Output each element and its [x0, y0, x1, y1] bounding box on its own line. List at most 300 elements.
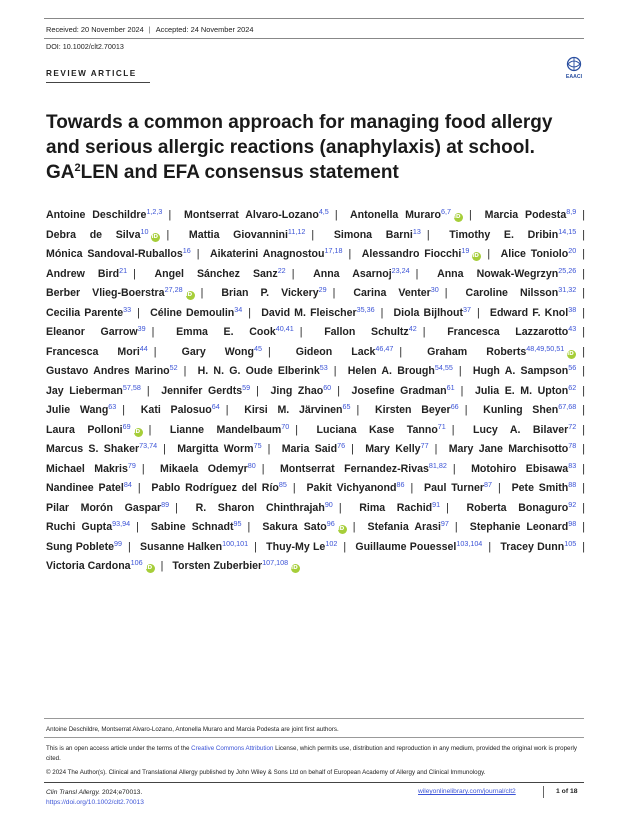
author-name[interactable]: Maria Said: [281, 443, 338, 455]
author-name[interactable]: Margitta Worm: [177, 443, 254, 455]
author-entry: [266, 538, 352, 553]
author-name[interactable]: Mónica Sandoval-Ruballos: [46, 248, 183, 260]
author-name[interactable]: Julia E. M. Upton: [474, 384, 569, 397]
author-name[interactable]: Paul Turner: [424, 482, 484, 494]
affiliation-numbers[interactable]: 13: [412, 226, 421, 236]
affiliation-numbers[interactable]: 16: [182, 246, 191, 255]
author-separator: |: [582, 267, 585, 280]
author-name[interactable]: Luciana Kase Tanno: [316, 423, 438, 436]
affiliation-numbers[interactable]: 17,18: [324, 246, 343, 255]
author-name[interactable]: Marcia Podesta: [484, 209, 567, 221]
affiliation-numbers[interactable]: 4,5: [318, 207, 329, 216]
author-separator: |: [295, 423, 299, 436]
author-name[interactable]: Sung Poblete: [46, 540, 114, 553]
author-separator: |: [458, 365, 462, 377]
author-separator: |: [334, 209, 338, 221]
affiliation-numbers[interactable]: 97: [440, 519, 449, 528]
author-name[interactable]: Fallon Schultz: [324, 326, 409, 338]
orcid-icon[interactable]: iD: [454, 213, 463, 222]
author-name[interactable]: Montserrat Fernandez-Rivas: [279, 462, 429, 475]
author-entry: [184, 209, 344, 221]
author-entry: [355, 538, 497, 553]
author-separator: |: [267, 345, 271, 358]
author-separator: |: [292, 482, 296, 494]
author-name[interactable]: Antonella Muraro: [350, 209, 442, 221]
author-name[interactable]: Guillaume Pouessel: [355, 540, 457, 553]
author-entry: [154, 265, 300, 280]
author-name[interactable]: Jing Zhao: [270, 384, 324, 397]
affiliation-numbers[interactable]: 88: [568, 480, 577, 489]
author-name[interactable]: Hugh A. Sampson: [472, 365, 569, 377]
author-separator: |: [582, 228, 585, 241]
author-name[interactable]: Pakit Vichyanond: [306, 482, 397, 494]
affiliation-numbers[interactable]: 46,47: [375, 343, 394, 353]
license-text-end: License, which permits use, distribution and reproduction in any medium, provided the original work is properly cited.: [46, 745, 578, 762]
affiliation-numbers[interactable]: 81,82: [428, 460, 447, 470]
author-separator: |: [476, 306, 480, 319]
author-separator: |: [582, 345, 585, 358]
affiliation-numbers[interactable]: 100,101: [222, 538, 249, 548]
page-number: 1 of 18: [556, 788, 578, 795]
author-separator: |: [153, 345, 157, 358]
affiliation-numbers[interactable]: 71: [437, 421, 446, 431]
affiliation-numbers[interactable]: 59: [242, 382, 251, 392]
author-name[interactable]: Gustavo Andres Marino: [46, 365, 170, 377]
author-separator: |: [582, 540, 585, 553]
author-separator: |: [261, 462, 265, 475]
author-entry: [46, 404, 131, 416]
affiliation-numbers[interactable]: 53: [319, 363, 328, 372]
author-separator: |: [469, 209, 472, 221]
affiliation-numbers[interactable]: 102: [325, 538, 338, 548]
affiliation-numbers[interactable]: 99: [114, 538, 122, 548]
author-separator: |: [351, 443, 354, 455]
author-entry: [473, 421, 591, 436]
author-name[interactable]: Lucy A. Bilaver: [473, 423, 569, 436]
affiliation-numbers[interactable]: 67,68: [558, 402, 577, 411]
affiliation-numbers[interactable]: 22: [277, 265, 286, 275]
affiliation-numbers[interactable]: 30: [430, 285, 439, 294]
author-name[interactable]: Stefania Arasi: [367, 521, 441, 533]
affiliation-numbers[interactable]: 35,36: [356, 304, 375, 314]
affiliation-numbers[interactable]: 37: [462, 304, 471, 314]
affiliation-numbers[interactable]: 98: [568, 519, 577, 528]
author-separator: |: [348, 248, 352, 260]
author-entry: [483, 404, 591, 416]
author-name[interactable]: Gary Wong: [181, 345, 254, 358]
author-entry: [176, 326, 308, 338]
author-name[interactable]: Torsten Zuberbier: [172, 560, 263, 572]
author-separator: |: [582, 404, 585, 416]
copyright-text: © 2024 The Author(s). Clinical and Translational Allergy published by John Wiley & Sons Ltd on behalf of European Academy of Allergy and Clinical Immunology.: [46, 769, 486, 776]
orcid-icon[interactable]: iD: [472, 252, 481, 261]
author-entry: [261, 304, 389, 319]
author-entry: [46, 326, 160, 338]
author-entry: [295, 343, 408, 358]
affiliation-numbers[interactable]: 31,32: [558, 285, 577, 294]
affiliation-numbers[interactable]: 87: [484, 480, 492, 489]
author-entry: [466, 287, 591, 299]
author-name[interactable]: Lianne Mandelbaum: [169, 423, 282, 436]
footer-separator: [543, 786, 544, 798]
affiliation-numbers[interactable]: 40,41: [275, 324, 294, 333]
affiliation-numbers[interactable]: 20: [568, 246, 577, 255]
author-entry: [474, 382, 591, 397]
affiliation-numbers[interactable]: 61: [446, 382, 455, 392]
author-entry: [437, 265, 591, 280]
author-separator: |: [582, 482, 585, 494]
affiliation-numbers[interactable]: 78: [568, 441, 577, 450]
author-entry: [470, 521, 591, 533]
author-separator: |: [122, 404, 126, 416]
author-separator: |: [311, 228, 315, 241]
author-separator: |: [415, 267, 419, 280]
author-entry: [46, 248, 205, 260]
author-name[interactable]: Nandinee Patel: [46, 482, 124, 494]
affiliation-numbers[interactable]: 34: [234, 304, 243, 314]
author-name[interactable]: David M. Fleischer: [261, 306, 357, 319]
affiliation-numbers[interactable]: 73,74: [139, 441, 158, 450]
author-separator: |: [460, 384, 464, 397]
affiliation-numbers[interactable]: 105: [564, 538, 577, 548]
author-separator: |: [225, 404, 229, 416]
affiliation-numbers[interactable]: 62: [568, 382, 577, 392]
author-separator: |: [426, 228, 430, 241]
affiliation-numbers[interactable]: 60: [323, 382, 332, 392]
author-separator: |: [399, 345, 403, 358]
affiliation-numbers[interactable]: 86: [396, 480, 405, 489]
author-name[interactable]: Pilar Morón Gaspar: [46, 501, 162, 514]
author-name[interactable]: Michael Makris: [46, 462, 128, 475]
author-separator: |: [146, 384, 150, 397]
title-part-1: Towards a common approach for managing food allergy and serious allergic reactions (anaphylaxis) at school. GA: [46, 112, 553, 183]
author-list: [46, 206, 591, 577]
author-entry: [188, 226, 320, 241]
affiliation-numbers[interactable]: 85: [278, 480, 287, 489]
footnote-rule: [44, 718, 584, 719]
author-entry: [501, 248, 591, 260]
affiliation-numbers[interactable]: 23,24: [391, 265, 410, 275]
author-name[interactable]: Thuy-My Le: [266, 540, 326, 553]
author-entry: [46, 382, 156, 397]
affiliation-numbers[interactable]: 80: [247, 460, 256, 470]
author-separator: |: [582, 365, 585, 377]
author-entry: [375, 404, 473, 416]
author-entry: [46, 421, 157, 436]
eaaci-logo-icon: [562, 56, 586, 82]
affiliation-numbers[interactable]: 39: [137, 324, 146, 333]
author-name[interactable]: Marcus S. Shaker: [46, 443, 140, 455]
author-separator: |: [338, 501, 342, 514]
author-entry: [46, 499, 184, 514]
affiliation-numbers[interactable]: 27,28: [164, 285, 183, 294]
author-separator: |: [444, 287, 448, 299]
author-separator: |: [151, 326, 155, 338]
orcid-icon[interactable]: iD: [291, 564, 300, 573]
author-name[interactable]: Diola Bijlhout: [393, 306, 463, 319]
author-entry: [46, 265, 142, 280]
affiliation-numbers[interactable]: 11,12: [287, 226, 306, 236]
affiliation-numbers[interactable]: 70: [281, 421, 290, 431]
author-name[interactable]: Mary Kelly: [365, 443, 421, 455]
author-name[interactable]: Anna Asarnoj: [313, 267, 392, 280]
orcid-icon[interactable]: iD: [186, 291, 195, 300]
affiliation-numbers[interactable]: 65: [342, 402, 351, 411]
affiliation-numbers[interactable]: 69: [122, 421, 131, 431]
affiliation-numbers[interactable]: 79: [127, 460, 136, 470]
affiliation-numbers[interactable]: 6,7: [441, 207, 452, 216]
eaaci-logo: [562, 56, 586, 80]
affiliation-numbers[interactable]: 107,108: [262, 558, 289, 567]
author-separator: |: [267, 443, 271, 455]
affiliation-numbers[interactable]: 56: [568, 363, 577, 372]
license-text: [46, 744, 584, 764]
author-name[interactable]: Kirsten Beyer: [375, 404, 451, 416]
orcid-icon[interactable]: iD: [146, 564, 155, 573]
author-name[interactable]: Edward F. Knol: [489, 306, 569, 319]
author-separator: |: [446, 501, 449, 514]
author-name[interactable]: Sakura Sato: [262, 521, 327, 533]
affiliation-numbers[interactable]: 63: [108, 402, 117, 411]
author-entry: [424, 482, 507, 494]
author-name[interactable]: Brian P. Vickery: [221, 287, 319, 299]
author-separator: |: [128, 540, 131, 553]
author-entry: [351, 382, 470, 397]
author-separator: |: [410, 482, 414, 494]
affiliation-numbers[interactable]: 52: [169, 363, 178, 372]
author-separator: |: [487, 248, 491, 260]
affiliation-numbers[interactable]: 14,15: [558, 226, 577, 236]
author-entry: [489, 304, 591, 319]
author-separator: |: [248, 306, 252, 319]
author-name[interactable]: Graham Roberts: [427, 345, 527, 358]
journal-url-link[interactable]: wileyonlinelibrary.com/journal/clt2: [418, 788, 516, 795]
author-name[interactable]: Julie Wang: [46, 404, 109, 416]
orcid-icon[interactable]: iD: [134, 428, 143, 437]
author-entry: [368, 521, 464, 533]
author-separator: |: [582, 384, 586, 397]
author-name[interactable]: Mattia Giovannini: [188, 228, 288, 241]
author-name[interactable]: Carina Venter: [353, 287, 431, 299]
author-separator: |: [582, 501, 585, 514]
author-entry: [181, 343, 277, 358]
author-name[interactable]: Debra de Silva: [46, 228, 141, 241]
author-separator: |: [454, 521, 458, 533]
author-entry: [348, 365, 468, 377]
author-name[interactable]: Berber Vlieg-Boerstra: [46, 287, 165, 299]
author-separator: |: [356, 404, 360, 416]
author-separator: |: [291, 267, 295, 280]
author-entry: [393, 304, 486, 319]
affiliation-numbers[interactable]: 1,2,3: [146, 207, 163, 216]
article-dates: [46, 25, 254, 34]
author-entry: [365, 443, 443, 455]
affiliation-numbers[interactable]: 57,58: [122, 382, 141, 392]
affiliation-numbers[interactable]: 91: [432, 499, 441, 509]
author-entry: [270, 382, 346, 397]
affiliation-numbers[interactable]: 48,49,50,51: [526, 343, 565, 353]
affiliation-numbers[interactable]: 64: [211, 402, 220, 411]
affiliation-numbers[interactable]: 76: [337, 441, 346, 450]
affiliation-numbers[interactable]: 66: [450, 402, 459, 411]
affiliation-numbers[interactable]: 19: [461, 246, 470, 255]
article-title: [46, 110, 586, 185]
author-separator: |: [332, 287, 336, 299]
affiliation-numbers[interactable]: 96: [326, 519, 335, 528]
author-name[interactable]: Gideon Lack: [295, 345, 376, 358]
section-label: REVIEW ARTICLE: [46, 69, 137, 78]
affiliation-numbers[interactable]: 45: [253, 343, 262, 353]
author-name[interactable]: Mary Jane Marchisotto: [448, 443, 569, 455]
author-entry: [46, 538, 137, 553]
date-separator: |: [148, 25, 151, 34]
author-name[interactable]: Roberta Bonaguro: [466, 501, 569, 514]
affiliation-numbers[interactable]: 84: [123, 480, 132, 489]
author-name[interactable]: Sabine Schnadt: [150, 521, 234, 533]
journal-citation: [46, 788, 144, 808]
author-entry: [353, 287, 453, 299]
author-name[interactable]: Rima Rachid: [359, 501, 433, 514]
affiliation-numbers[interactable]: 93,94: [112, 519, 131, 528]
affiliation-numbers[interactable]: 25,26: [558, 265, 577, 275]
author-entry: [324, 326, 431, 338]
orcid-icon[interactable]: iD: [151, 233, 160, 242]
author-name[interactable]: Pete Smith: [511, 482, 569, 494]
author-entry: [359, 499, 455, 514]
author-entry: [449, 443, 591, 455]
affiliation-numbers[interactable]: 21: [119, 265, 128, 275]
header-mid-rule: [44, 38, 584, 39]
author-name[interactable]: Kati Palosuo: [140, 404, 212, 416]
author-separator: |: [299, 326, 303, 338]
author-name[interactable]: Jennifer Gerdts: [161, 384, 243, 397]
article-doi-link[interactable]: https://doi.org/10.1002/clt2.70013: [46, 799, 144, 806]
author-entry: [313, 265, 424, 280]
author-name[interactable]: Jay Lieberman: [46, 384, 123, 397]
author-entry: [46, 287, 209, 299]
affiliation-numbers[interactable]: 72: [568, 421, 577, 431]
author-entry: [350, 209, 478, 221]
author-name[interactable]: Alessandro Fiocchi: [361, 248, 462, 260]
author-name[interactable]: Mikaela Odemyr: [160, 462, 248, 475]
author-name[interactable]: Eleanor Garrow: [46, 326, 138, 338]
author-entry: [46, 343, 163, 358]
author-name[interactable]: Kunling Shen: [483, 404, 559, 416]
author-name[interactable]: Pablo Rodríguez del Río: [151, 482, 279, 494]
footer-rule: [44, 782, 584, 783]
author-name[interactable]: Francesca Lazzarotto: [447, 326, 569, 338]
affiliation-numbers[interactable]: 95: [233, 519, 242, 528]
author-name[interactable]: Motohiro Ebisawa: [471, 462, 569, 475]
author-name[interactable]: Emma E. Cook: [176, 326, 276, 338]
author-separator: |: [137, 306, 140, 319]
affiliation-numbers[interactable]: 38: [568, 304, 577, 314]
header-top-rule: [44, 18, 584, 19]
affiliation-numbers[interactable]: 90: [324, 499, 333, 509]
author-name[interactable]: Helen A. Brough: [347, 365, 435, 377]
affiliation-numbers[interactable]: 54,55: [434, 363, 453, 372]
author-separator: |: [256, 384, 259, 397]
affiliation-numbers[interactable]: 92: [568, 499, 577, 509]
author-separator: |: [136, 521, 139, 533]
author-name[interactable]: Tracey Dunn: [500, 540, 565, 553]
author-name[interactable]: Montserrat Alvaro-Lozano: [184, 209, 319, 221]
author-separator: |: [434, 443, 438, 455]
affiliation-numbers[interactable]: 106: [130, 558, 143, 567]
affiliation-numbers[interactable]: 42: [408, 324, 417, 333]
author-entry: [221, 287, 341, 299]
author-entry: [46, 209, 177, 221]
author-separator: |: [582, 521, 585, 533]
author-name[interactable]: H. N. G. Oude Elberink: [197, 365, 320, 377]
author-name[interactable]: R. Sharon Chinthrajah: [195, 501, 325, 514]
author-name[interactable]: Timothy E. Dribin: [449, 228, 559, 241]
author-name[interactable]: Alice Toniolo: [500, 248, 569, 260]
affiliation-numbers[interactable]: 43: [568, 324, 577, 333]
author-separator: |: [582, 287, 585, 299]
author-entry: [161, 382, 265, 397]
affiliation-numbers[interactable]: 75: [253, 441, 262, 450]
affiliation-numbers[interactable]: 77: [420, 441, 429, 450]
author-name[interactable]: Céline Demoulin: [150, 306, 235, 319]
affiliation-numbers[interactable]: 33: [123, 304, 132, 314]
cc-license-link[interactable]: Creative Commons Attribution: [191, 745, 274, 752]
author-name[interactable]: Victoria Cardona: [46, 560, 131, 572]
affiliation-numbers[interactable]: 29: [318, 285, 327, 294]
author-name[interactable]: Andrew Bird: [46, 267, 120, 280]
author-separator: |: [582, 248, 585, 260]
author-name[interactable]: Kirsi M. Järvinen: [244, 404, 343, 416]
affiliation-numbers[interactable]: 83: [568, 460, 577, 470]
affiliation-numbers[interactable]: 8,9: [566, 207, 577, 216]
author-name[interactable]: Aikaterini Anagnostou: [209, 248, 325, 260]
author-entry: [46, 365, 192, 377]
author-name[interactable]: Stephanie Leonard: [469, 521, 569, 533]
author-entry: [333, 226, 436, 241]
author-entry: [306, 482, 419, 494]
author-name[interactable]: Cecilia Parente: [46, 306, 124, 319]
orcid-icon[interactable]: iD: [338, 525, 347, 534]
author-separator: |: [163, 443, 166, 455]
affiliation-numbers[interactable]: 103,104: [456, 538, 483, 548]
orcid-icon[interactable]: iD: [567, 350, 576, 359]
author-separator: |: [196, 248, 200, 260]
affiliation-numbers[interactable]: 89: [161, 499, 170, 509]
author-separator: |: [200, 287, 204, 299]
author-name[interactable]: Francesca Mori: [46, 345, 140, 358]
author-name[interactable]: Josefine Gradman: [351, 384, 447, 397]
author-name[interactable]: Anna Nowak-Wegrzyn: [437, 267, 559, 280]
author-name[interactable]: Ruchi Gupta: [46, 521, 113, 533]
author-entry: [172, 560, 300, 572]
author-name[interactable]: Susanne Halken: [140, 540, 223, 553]
author-entry: [282, 443, 360, 455]
affiliation-numbers[interactable]: 10: [140, 226, 149, 236]
license-text-start: This is an open access article under the terms of the: [46, 745, 192, 752]
author-name[interactable]: Caroline Nilsson: [465, 287, 559, 299]
author-name[interactable]: Angel Sánchez Sanz: [154, 267, 278, 280]
author-entry: [466, 499, 591, 514]
author-name[interactable]: Antoine Deschildre: [46, 209, 147, 221]
author-separator: |: [333, 365, 337, 377]
article-doi[interactable]: DOI: 10.1002/clt2.70013: [46, 42, 124, 51]
accepted-date: Accepted: 24 November 2024: [155, 25, 254, 34]
author-entry: [262, 521, 361, 533]
author-name[interactable]: Laura Polloni: [46, 423, 123, 436]
affiliation-numbers[interactable]: 44: [139, 343, 148, 353]
author-entry: [46, 443, 172, 455]
author-name[interactable]: Simona Barni: [333, 228, 413, 241]
